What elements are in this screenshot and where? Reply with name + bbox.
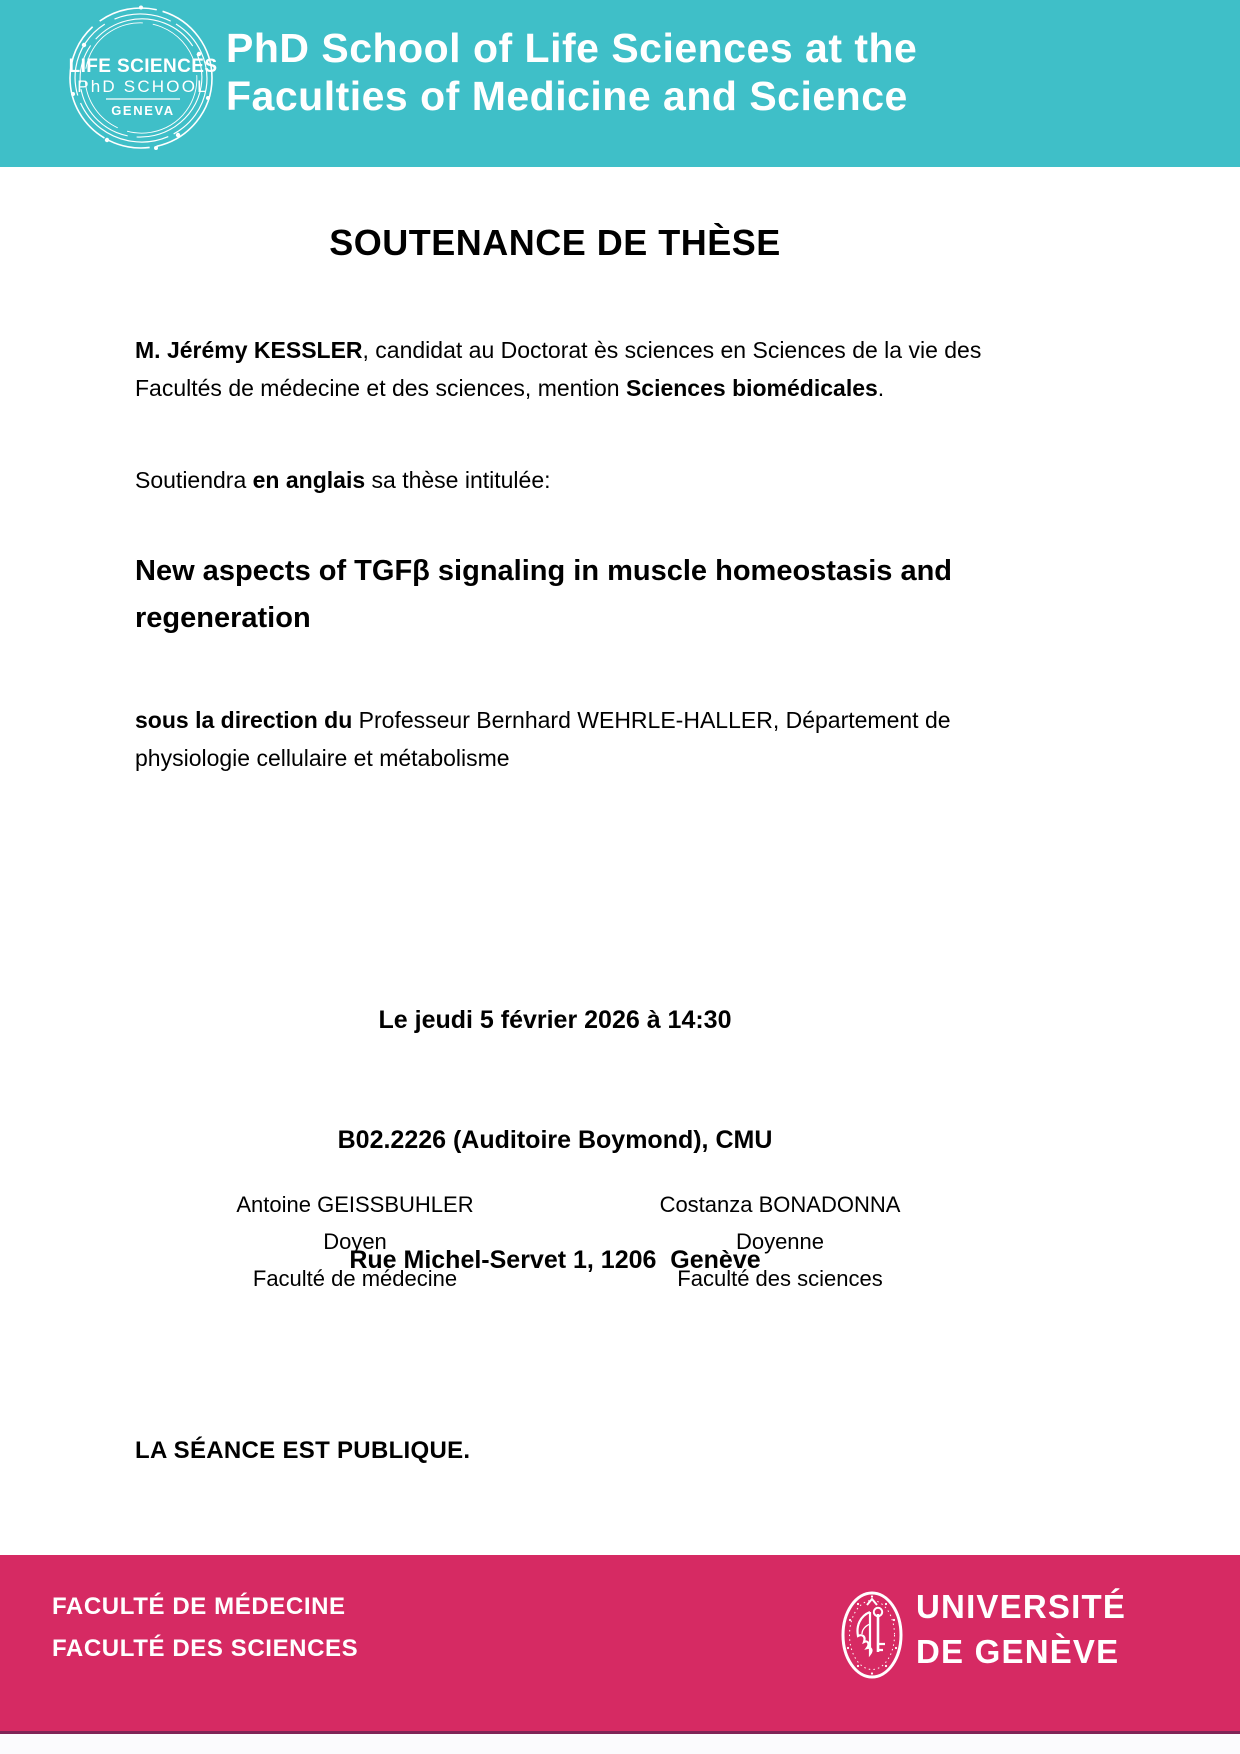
footer-bottom-strip	[0, 1734, 1240, 1754]
header-title	[226, 24, 917, 120]
thesis-title-line2: regeneration	[135, 602, 311, 634]
logo-text-phd-school: PhD SCHOOL	[77, 77, 209, 96]
footer-faculties	[52, 1586, 358, 1670]
candidate-line2-end: .	[877, 375, 885, 401]
dean-faculty: Faculté des sciences	[677, 1266, 883, 1291]
thesis-title	[135, 548, 1035, 642]
supervision-line2: physiologie cellulaire et métabolisme	[135, 745, 510, 771]
candidate-line2	[135, 369, 981, 407]
unige-seal-icon	[840, 1590, 904, 1680]
defense-intro-start: Soutiendra	[135, 467, 253, 493]
defense-intro	[135, 461, 551, 499]
defense-language: en anglais	[252, 467, 366, 493]
event-datetime: Le jeudi 5 février 2026 à 14:30	[378, 1006, 732, 1034]
event-room: B02.2226 (Auditoire Boymond), CMU	[337, 1126, 773, 1154]
supervision-paragraph	[135, 701, 951, 777]
logo-text-life-sciences: LIFE SCIENCES	[68, 56, 218, 77]
header-band	[0, 0, 1240, 167]
event-address: Rue Michel-Servet 1, 1206 Genève	[349, 1246, 761, 1274]
logo-text-geneva: GENEVA	[111, 103, 175, 118]
candidate-name: M. Jérémy KESSLER	[135, 337, 363, 363]
dean-sciences-block	[560, 1186, 1000, 1297]
phd-school-logo-icon	[60, 2, 222, 156]
dean-name: Antoine GEISSBUHLER	[236, 1192, 474, 1217]
dean-medicine-block	[135, 1186, 575, 1297]
dean-title: Doyenne	[735, 1229, 825, 1254]
footer-band	[0, 1555, 1240, 1734]
university-name-line1: UNIVERSITÉ	[916, 1588, 1127, 1625]
supervision-line1	[135, 701, 951, 739]
footer-faculty-line1: FACULTÉ DE MÉDECINE	[52, 1593, 346, 1620]
phd-school-logo	[60, 2, 222, 156]
footer-faculty-line2: FACULTÉ DES SCIENCES	[52, 1635, 359, 1662]
university-wordmark	[916, 1584, 1126, 1674]
page-title: SOUTENANCE DE THÈSE	[329, 222, 781, 263]
candidate-line1	[135, 331, 981, 369]
dean-name: Costanza BONADONNA	[659, 1192, 901, 1217]
candidate-line1-rest: , candidat au Doctorat ès sciences en Sciences de la vie des	[362, 337, 982, 363]
defense-intro-end: sa thèse intitulée:	[365, 467, 551, 493]
public-notice: LA SÉANCE EST PUBLIQUE.	[135, 1437, 471, 1464]
candidate-mention: Sciences biomédicales	[625, 375, 878, 401]
supervision-label: sous la direction du	[135, 707, 353, 733]
dean-title: Doyen	[323, 1229, 387, 1254]
candidate-line2-start: Facultés de médecine et des sciences, mention	[135, 375, 626, 401]
thesis-title-line1: New aspects of TGFβ signaling in muscle homeostasis and	[135, 555, 952, 587]
university-name-line2: DE GENÈVE	[916, 1633, 1120, 1670]
candidate-paragraph	[135, 331, 981, 407]
header-title-line1: PhD School of Life Sciences at the	[226, 25, 918, 71]
dean-faculty: Faculté de médecine	[252, 1266, 458, 1291]
header-title-line2: Faculties of Medicine and Science	[226, 73, 908, 119]
supervision-line1-rest: Professeur Bernhard WEHRLE-HALLER, Département de	[352, 707, 951, 733]
